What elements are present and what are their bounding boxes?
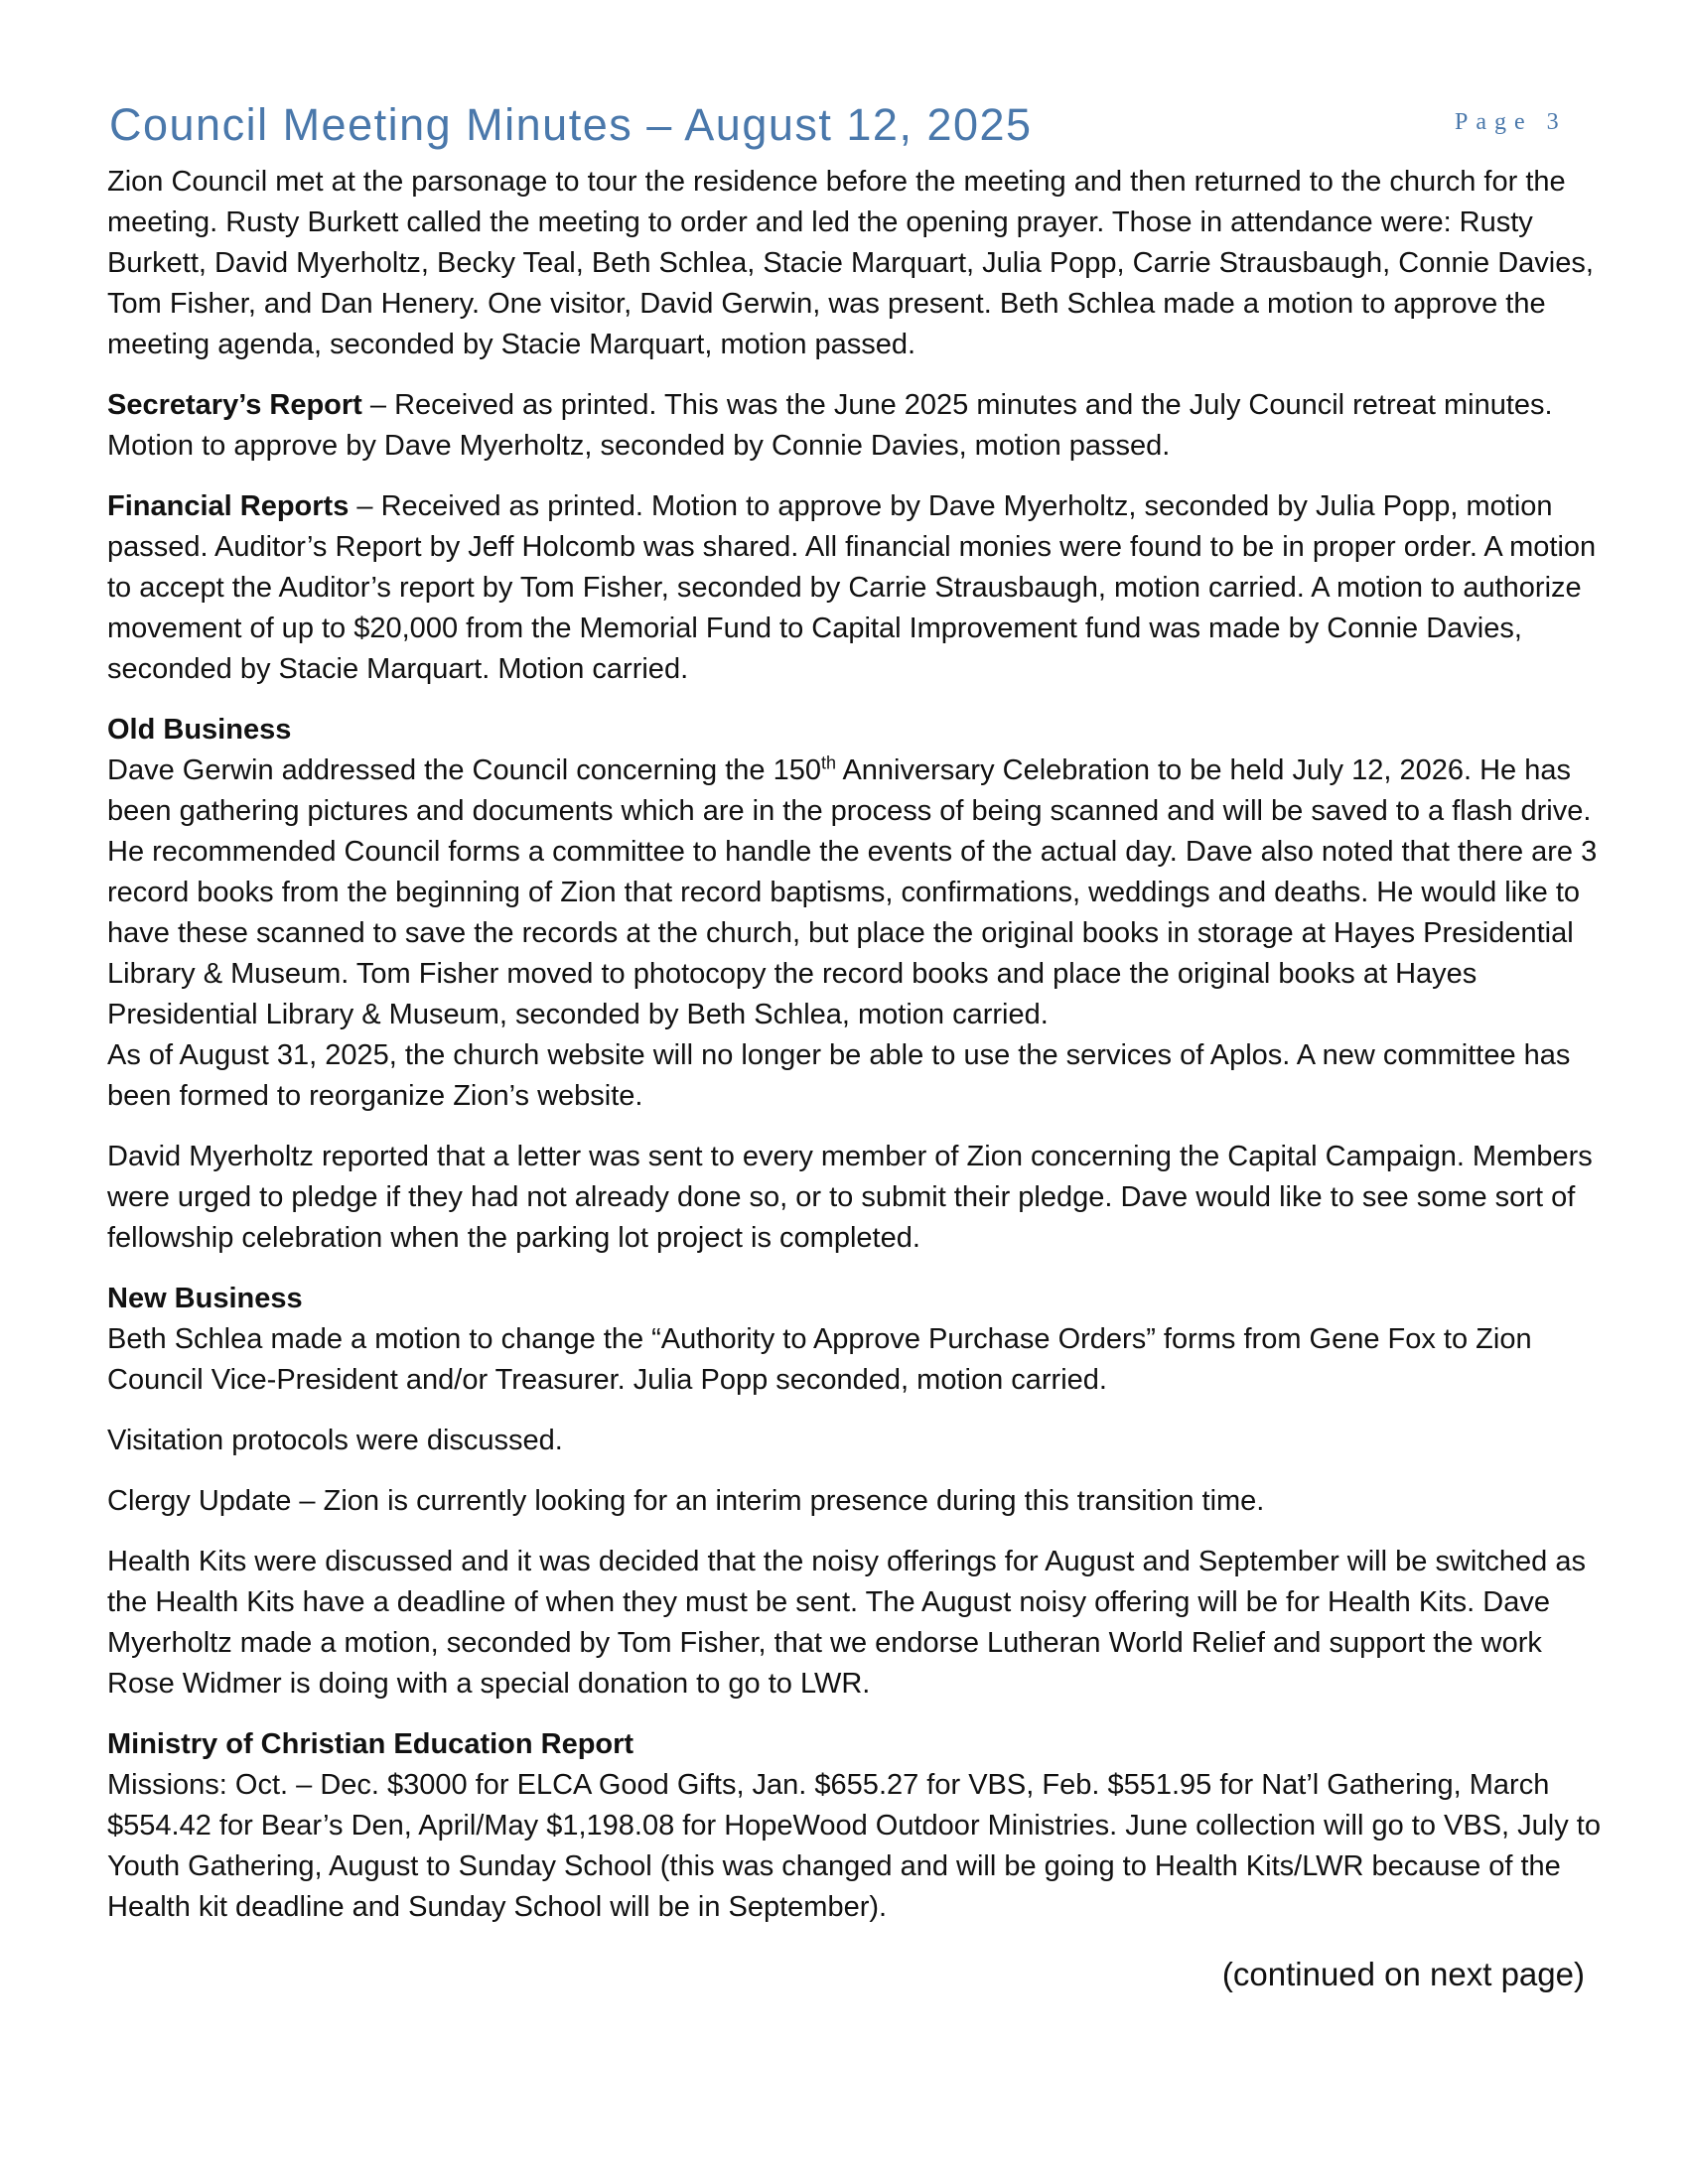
secretary-report-heading: Secretary’s Report xyxy=(107,389,362,421)
new-business-paragraph-3: Clergy Update – Zion is currently looking for an interim presence during this transition time. xyxy=(107,1485,1265,1517)
old-business-text-1b: Anniversary Celebration to be held July 12, 2026. He has been gathering pictures and documents which are in the process of being scanned and will be saved to a flash drive. He recommended Council forms a committee to handle the events of the actual day. Dave also noted that there are 3 record books from the beginning of Zion that record baptisms, confirmations, weddings and deaths. He would like to have these scanned to save the records at the church, but place the original books in storage at Hayes Presidential Library & Museum. Tom Fisher moved to photocopy the record books and place the original books at Hayes Presidential Library & Museum, seconded by Beth Schlea, motion carried. xyxy=(107,754,1598,1030)
old-business-text-1a: Dave Gerwin addressed the Council concerning the 150 xyxy=(107,754,821,786)
intro-paragraph: Zion Council met at the parsonage to tour the residence before the meeting and then returned to the church for the meeting. Rusty Burkett called the meeting to order and led the opening prayer. Those in attendance were: Rusty Burkett, David Myerholtz, Becky Teal, Beth Schlea, Stacie Marquart, Julia Popp, Carrie Strausbaugh, Connie Davies, Tom Fisher, and Dan Henery. One visitor, David Gerwin, was present. Beth Schlea made a motion to approve the meeting agenda, seconded by Stacie Marquart, motion passed. xyxy=(107,166,1594,360)
financial-report-heading: Financial Reports xyxy=(107,490,350,522)
old-business-heading xyxy=(107,710,1607,751)
ordinal-superscript: th xyxy=(820,752,836,773)
new-business-paragraph-1: Beth Schlea made a motion to change the “Authority to Approve Purchase Orders” forms from Gene Fox to Zion Council Vice-President and/or Treasurer. Julia Popp seconded, motion carried. xyxy=(107,1323,1532,1396)
new-business-paragraph-2: Visitation protocols were discussed. xyxy=(107,1425,563,1456)
education-heading-text: Ministry of Christian Education Report xyxy=(107,1728,634,1760)
new-business-heading xyxy=(107,1279,1607,1319)
page-title: Council Meeting Minutes – August 12, 2025 xyxy=(109,99,1033,150)
continued-note: (continued on next page) xyxy=(1221,1956,1585,1992)
old-business-paragraph-1 xyxy=(107,751,1607,1035)
financial-report xyxy=(107,486,1607,690)
new-business-heading-text: New Business xyxy=(107,1283,303,1314)
new-business-paragraph-4: Health Kits were discussed and it was decided that the noisy offerings for August and September will be switched as the Health Kits have a deadline of when they must be sent. The August noisy offering will be for Health Kits. Dave Myerholtz made a motion, seconded by Tom Fisher, that we endorse Lutheran World Relief and support the work Rose Widmer is doing with a special donation to go to LWR. xyxy=(107,1546,1586,1700)
education-heading xyxy=(107,1724,1607,1765)
old-business-heading-text: Old Business xyxy=(107,714,292,746)
financial-report-text: – Received as printed. Motion to approve by Dave Myerholtz, seconded by Julia Popp, motion passed. Auditor’s Report by Jeff Holcomb was shared. All financial monies were found to be in proper order. A motion to accept the Auditor’s report by Tom Fisher, seconded by Carrie Strausbaugh, motion carried. A motion to authorize movement of up to $20,000 from the Memorial Fund to Capital Improvement fund was made by Connie Davies, seconded by Stacie Marquart. Motion carried. xyxy=(107,490,1597,685)
secretary-report-text: – Received as printed. This was the June 2025 minutes and the July Council retreat minutes. Motion to approve by Dave Myerholtz, seconded by Connie Davies, motion passed. xyxy=(107,389,1553,462)
old-business-paragraph-2: As of August 31, 2025, the church website will no longer be able to use the services of Aplos. A new committee has been formed to reorganize Zion’s website. xyxy=(107,1039,1571,1112)
minutes-body xyxy=(107,162,1607,1948)
education-paragraph-1: Missions: Oct. – Dec. $3000 for ELCA Good Gifts, Jan. $655.27 for VBS, Feb. $551.95 for Nat’l Gathering, March $554.42 for Bear’s Den, April/May $1,198.08 for HopeWood Outdoor Ministries. June collection will go to VBS, July to Youth Gathering, August to Sunday School (this was changed and will be going to Health Kits/LWR because of the Health kit deadline and Sunday School will be in September). xyxy=(107,1769,1601,1923)
old-business-paragraph-3: David Myerholtz reported that a letter was sent to every member of Zion concerning the Capital Campaign. Members were urged to pledge if they had not already done so, or to submit their pledge. Dave would like to see some sort of fellowship celebration when the parking lot project is completed. xyxy=(107,1141,1593,1254)
secretary-report xyxy=(107,385,1607,467)
page-number: Page 3 xyxy=(1455,109,1567,135)
